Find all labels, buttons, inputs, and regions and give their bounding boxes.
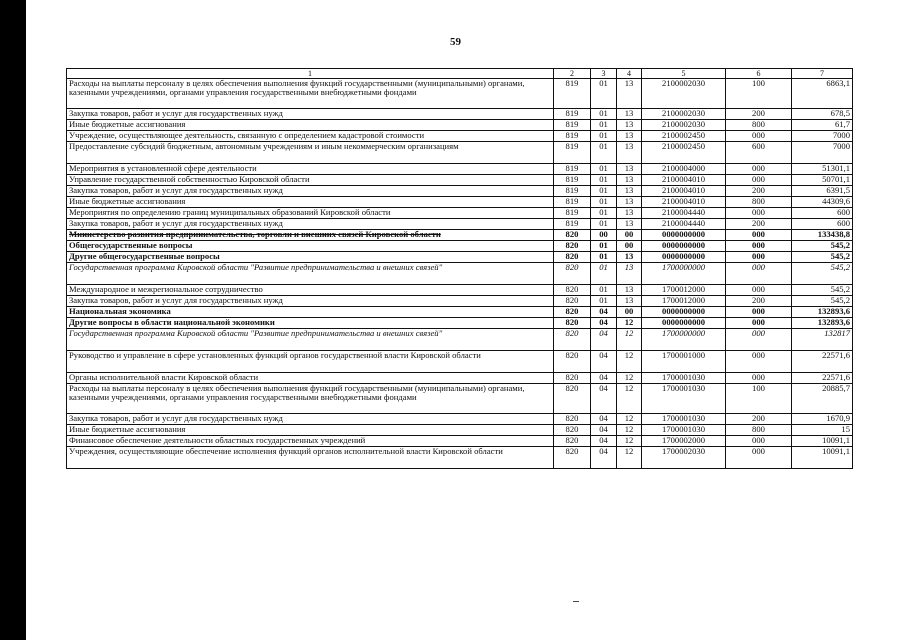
row-amount-cell: 132817 [792,329,853,351]
row-name-cell: Иные бюджетные ассигнования [67,197,554,208]
scan-speck [573,601,579,602]
row-code-target-cell: 0000000000 [642,318,726,329]
row-code-target-cell: 2100002030 [642,120,726,131]
row-name-cell: Органы исполнительной власти Кировской области [67,373,554,384]
row-code-section-cell: 04 [591,318,617,329]
table-row [67,120,853,131]
row-code-section-cell: 04 [591,351,617,373]
table-row [67,447,853,469]
row-code-section-cell: 01 [591,252,617,263]
row-code-section-cell: 01 [591,164,617,175]
row-code-subsection-cell: 12 [617,318,642,329]
row-name-cell: Закупка товаров, работ и услуг для государственных нужд [67,186,554,197]
row-code-section-cell: 01 [591,79,617,109]
row-code-section-cell: 04 [591,436,617,447]
header-col-3: 3 [591,69,617,79]
row-amount-cell: 678,5 [792,109,853,120]
row-code-target-cell: 1700001030 [642,373,726,384]
row-amount-cell: 545,2 [792,263,853,285]
row-amount-cell: 61,7 [792,120,853,131]
table-row [67,384,853,414]
row-code-target-cell: 2100004010 [642,175,726,186]
row-code-subsection-cell: 12 [617,329,642,351]
row-code-target-cell: 1700012000 [642,296,726,307]
row-code-ministry-cell: 820 [554,425,591,436]
row-code-ministry-cell: 819 [554,208,591,219]
table-row [67,263,853,285]
row-code-target-cell: 2100002450 [642,131,726,142]
row-name-cell: Иные бюджетные ассигнования [67,120,554,131]
row-code-target-cell: 1700002030 [642,447,726,469]
row-code-target-cell: 2100004010 [642,186,726,197]
row-code-subsection-cell: 13 [617,285,642,296]
row-code-section-cell: 01 [591,109,617,120]
row-code-ministry-cell: 820 [554,384,591,414]
row-code-target-cell: 2100004440 [642,208,726,219]
row-code-subsection-cell: 13 [617,252,642,263]
row-code-ministry-cell: 819 [554,120,591,131]
table-header-row [67,69,853,79]
row-name-cell: Расходы на выплаты персоналу в целях обеспечения выполнения функций государственными (муниципальными) органами, казенными учреждениями, органами управления государственными внебюджетными фондами [67,384,554,414]
row-code-target-cell: 2100004000 [642,164,726,175]
row-amount-cell: 15 [792,425,853,436]
row-amount-cell: 51301,1 [792,164,853,175]
row-code-ministry-cell: 819 [554,197,591,208]
row-amount-cell: 7000 [792,131,853,142]
page-number: 59 [450,36,461,48]
row-amount-cell: 132893,6 [792,318,853,329]
row-code-ministry-cell: 820 [554,296,591,307]
row-code-expense-cell: 000 [726,263,792,285]
row-code-subsection-cell: 12 [617,447,642,469]
row-name-cell: Закупка товаров, работ и услуг для государственных нужд [67,219,554,230]
row-code-ministry-cell: 820 [554,318,591,329]
table-row [67,131,853,142]
row-code-target-cell: 2100002030 [642,109,726,120]
row-name-cell: Закупка товаров, работ и услуг для государственных нужд [67,109,554,120]
row-code-expense-cell: 000 [726,208,792,219]
row-code-section-cell: 01 [591,186,617,197]
row-code-target-cell: 0000000000 [642,241,726,252]
row-code-section-cell: 01 [591,175,617,186]
row-amount-cell: 600 [792,219,853,230]
row-amount-cell: 132893,6 [792,307,853,318]
header-col-2: 2 [554,69,591,79]
row-amount-cell: 545,2 [792,252,853,263]
row-code-subsection-cell: 13 [617,186,642,197]
row-code-section-cell: 01 [591,241,617,252]
row-name-cell: Расходы на выплаты персоналу в целях обеспечения выполнения функций государственными (муниципальными) органами, казенными учреждениями, органами управления государственными внебюджетными фондами [67,79,554,109]
row-code-expense-cell: 000 [726,285,792,296]
row-code-section-cell: 01 [591,263,617,285]
row-code-ministry-cell: 820 [554,436,591,447]
row-code-subsection-cell: 12 [617,351,642,373]
row-code-expense-cell: 200 [726,414,792,425]
row-code-section-cell: 00 [591,230,617,241]
row-code-expense-cell: 000 [726,252,792,263]
row-amount-cell: 50701,1 [792,175,853,186]
row-code-ministry-cell: 820 [554,373,591,384]
table-row [67,197,853,208]
row-code-section-cell: 01 [591,197,617,208]
table-row [67,307,853,318]
row-name-cell: Государственная программа Кировской области "Развитие предпринимательства и внешних связей" [67,329,554,351]
row-code-target-cell: 2100004440 [642,219,726,230]
row-code-subsection-cell: 13 [617,263,642,285]
row-code-target-cell: 0000000000 [642,230,726,241]
row-code-subsection-cell: 13 [617,164,642,175]
row-code-ministry-cell: 819 [554,131,591,142]
table-row [67,208,853,219]
row-amount-cell: 6391,5 [792,186,853,197]
row-code-section-cell: 04 [591,329,617,351]
scan-edge-bar [0,0,26,640]
row-code-ministry-cell: 820 [554,329,591,351]
row-code-target-cell: 1700000000 [642,263,726,285]
row-code-target-cell: 0000000000 [642,307,726,318]
row-amount-cell: 22571,6 [792,351,853,373]
row-amount-cell: 7000 [792,142,853,164]
row-code-section-cell: 01 [591,285,617,296]
row-code-section-cell: 01 [591,142,617,164]
row-amount-cell: 600 [792,208,853,219]
row-code-target-cell: 2100002030 [642,79,726,109]
row-code-expense-cell: 000 [726,329,792,351]
row-code-expense-cell: 100 [726,384,792,414]
row-code-ministry-cell: 820 [554,351,591,373]
row-amount-cell: 20885,7 [792,384,853,414]
row-code-ministry-cell: 820 [554,252,591,263]
table-row [67,164,853,175]
row-code-ministry-cell: 820 [554,447,591,469]
row-code-section-cell: 01 [591,208,617,219]
row-code-target-cell: 1700012000 [642,285,726,296]
row-code-section-cell: 01 [591,219,617,230]
row-code-subsection-cell: 00 [617,230,642,241]
table-row [67,109,853,120]
row-code-subsection-cell: 13 [617,79,642,109]
row-code-ministry-cell: 820 [554,285,591,296]
table-row [67,414,853,425]
row-code-expense-cell: 000 [726,307,792,318]
row-code-ministry-cell: 819 [554,142,591,164]
table-row [67,329,853,351]
row-amount-cell: 1670,9 [792,414,853,425]
row-code-expense-cell: 000 [726,447,792,469]
row-amount-cell: 10091,1 [792,436,853,447]
row-code-expense-cell: 200 [726,109,792,120]
row-amount-cell: 6863,1 [792,79,853,109]
table-row [67,175,853,186]
row-code-ministry-cell: 819 [554,186,591,197]
row-code-expense-cell: 000 [726,131,792,142]
row-name-cell: Другие вопросы в области национальной экономики [67,318,554,329]
row-amount-cell: 22571,6 [792,373,853,384]
table-body [67,79,853,469]
row-amount-cell: 10091,1 [792,447,853,469]
row-code-subsection-cell: 13 [617,197,642,208]
row-code-ministry-cell: 820 [554,263,591,285]
header-col-7: 7 [792,69,853,79]
budget-table [66,68,853,469]
row-code-target-cell: 2100002450 [642,142,726,164]
row-code-expense-cell: 000 [726,318,792,329]
row-code-section-cell: 04 [591,425,617,436]
row-name-cell: Иные бюджетные ассигнования [67,425,554,436]
table-row [67,436,853,447]
row-code-subsection-cell: 13 [617,131,642,142]
row-code-subsection-cell: 13 [617,208,642,219]
row-code-target-cell: 1700001030 [642,384,726,414]
row-code-section-cell: 04 [591,447,617,469]
row-code-section-cell: 01 [591,120,617,131]
table-row [67,186,853,197]
row-code-subsection-cell: 13 [617,109,642,120]
row-code-target-cell: 1700001000 [642,351,726,373]
row-code-expense-cell: 600 [726,142,792,164]
row-code-section-cell: 04 [591,307,617,318]
row-code-target-cell: 1700001030 [642,425,726,436]
row-name-cell: Мероприятия в установленной сфере деятельности [67,164,554,175]
row-code-subsection-cell: 12 [617,425,642,436]
row-code-expense-cell: 000 [726,164,792,175]
row-code-ministry-cell: 819 [554,109,591,120]
row-code-target-cell: 0000000000 [642,252,726,263]
row-code-ministry-cell: 819 [554,164,591,175]
row-code-ministry-cell: 820 [554,230,591,241]
row-name-cell: Закупка товаров, работ и услуг для государственных нужд [67,414,554,425]
row-code-subsection-cell: 12 [617,373,642,384]
row-code-target-cell: 1700000000 [642,329,726,351]
row-name-cell: Учреждение, осуществляющее деятельность, связанную с определением кадастровой стоимости [67,131,554,142]
row-code-expense-cell: 000 [726,373,792,384]
row-code-expense-cell: 100 [726,79,792,109]
row-code-expense-cell: 200 [726,186,792,197]
row-code-subsection-cell: 13 [617,296,642,307]
row-name-cell: Другие общегосударственные вопросы [67,252,554,263]
row-code-ministry-cell: 820 [554,241,591,252]
table-row [67,230,853,241]
header-col-5: 5 [642,69,726,79]
row-code-subsection-cell: 12 [617,384,642,414]
row-name-cell: Финансовое обеспечение деятельности областных государственных учреждений [67,436,554,447]
row-code-section-cell: 01 [591,296,617,307]
row-code-target-cell: 2100004010 [642,197,726,208]
row-code-subsection-cell: 00 [617,241,642,252]
row-name-cell: Международное и межрегиональное сотрудничество [67,285,554,296]
table-row [67,285,853,296]
header-col-6: 6 [726,69,792,79]
table-row [67,142,853,164]
header-col-4: 4 [617,69,642,79]
row-code-ministry-cell: 819 [554,219,591,230]
row-code-ministry-cell: 819 [554,79,591,109]
row-code-subsection-cell: 13 [617,175,642,186]
row-code-subsection-cell: 13 [617,219,642,230]
row-code-expense-cell: 200 [726,219,792,230]
row-name-cell: Государственная программа Кировской области "Развитие предпринимательства и внешних связей" [67,263,554,285]
row-amount-cell: 44309,6 [792,197,853,208]
row-name-cell: Учреждения, осуществляющие обеспечение исполнения функций органов исполнительной власти Кировской области [67,447,554,469]
row-code-section-cell: 04 [591,414,617,425]
row-code-expense-cell: 800 [726,120,792,131]
row-code-target-cell: 1700002000 [642,436,726,447]
row-code-ministry-cell: 820 [554,414,591,425]
table-row [67,351,853,373]
row-amount-cell: 545,2 [792,285,853,296]
row-name-cell: Министерство развития предпринимательства, торговли и внешних связей Кировской области [67,230,554,241]
row-code-target-cell: 1700001030 [642,414,726,425]
row-name-cell: Предоставление субсидий бюджетным, автономным учреждениям и иным некоммерческим организациям [67,142,554,164]
table-row [67,373,853,384]
row-code-expense-cell: 200 [726,296,792,307]
row-code-subsection-cell: 13 [617,120,642,131]
row-name-cell: Общегосударственные вопросы [67,241,554,252]
row-code-expense-cell: 000 [726,436,792,447]
table-row [67,296,853,307]
row-code-section-cell: 01 [591,131,617,142]
table-row [67,318,853,329]
row-name-cell: Управление государственной собственностью Кировской области [67,175,554,186]
row-code-expense-cell: 000 [726,230,792,241]
row-code-expense-cell: 800 [726,197,792,208]
row-amount-cell: 133438,8 [792,230,853,241]
table-row [67,252,853,263]
row-code-expense-cell: 000 [726,351,792,373]
table-row [67,79,853,109]
row-code-subsection-cell: 13 [617,142,642,164]
row-code-subsection-cell: 12 [617,414,642,425]
row-name-cell: Национальная экономика [67,307,554,318]
row-name-cell: Закупка товаров, работ и услуг для государственных нужд [67,296,554,307]
row-code-subsection-cell: 00 [617,307,642,318]
table-row [67,425,853,436]
row-code-subsection-cell: 12 [617,436,642,447]
table-row [67,219,853,230]
row-code-section-cell: 04 [591,384,617,414]
table-row [67,241,853,252]
row-amount-cell: 545,2 [792,296,853,307]
row-code-ministry-cell: 819 [554,175,591,186]
row-code-ministry-cell: 820 [554,307,591,318]
row-code-expense-cell: 000 [726,175,792,186]
row-code-section-cell: 04 [591,373,617,384]
row-name-cell: Мероприятия по определению границ муниципальных образований Кировской области [67,208,554,219]
row-code-expense-cell: 000 [726,241,792,252]
header-col-1: 1 [67,69,554,79]
row-code-expense-cell: 800 [726,425,792,436]
row-name-cell: Руководство и управление в сфере установленных функций органов государственной власти Кировской области [67,351,554,373]
row-amount-cell: 545,2 [792,241,853,252]
